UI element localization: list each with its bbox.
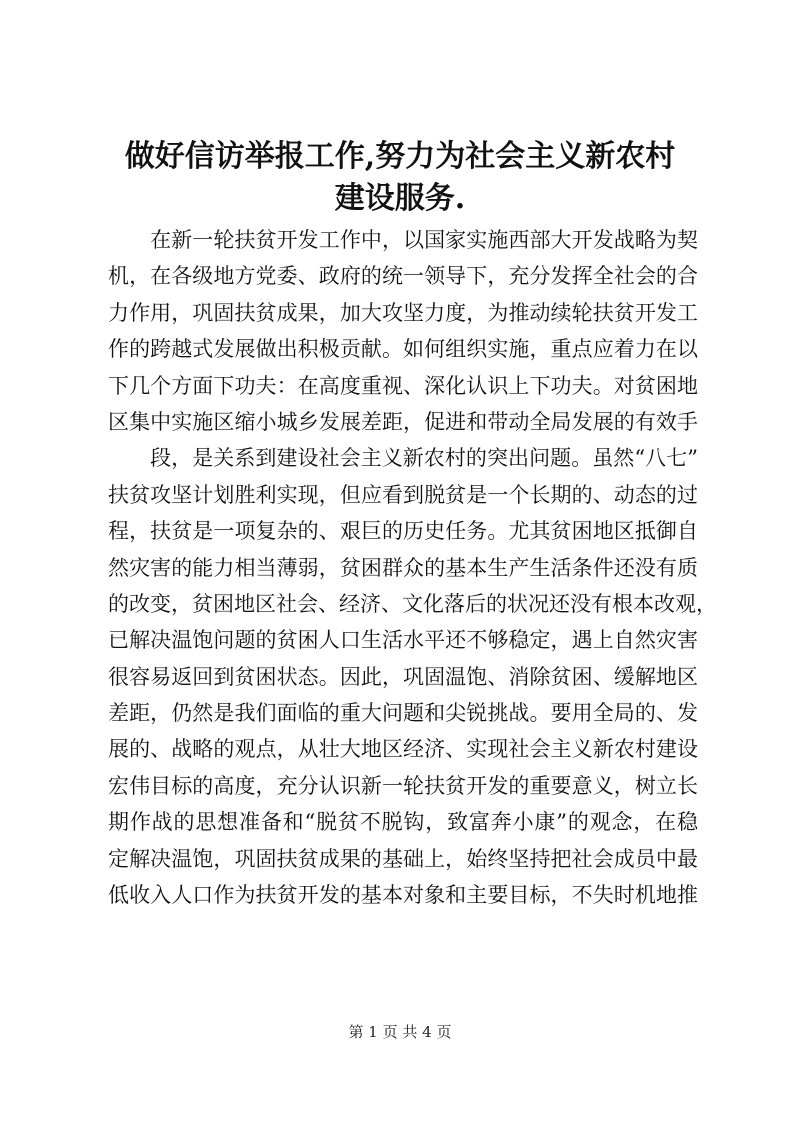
body-line: 在新一轮扶贫开发工作中，以国家实施西部大开发战略为契 <box>108 228 698 252</box>
body-line: 力作用，巩固扶贫成果，加大攻坚力度，为推动续轮扶贫开发工 <box>108 300 698 325</box>
document-body <box>108 222 717 913</box>
body-line: 区集中实施区缩小城乡发展差距，促进和带动全局发展的有效手 <box>108 409 698 434</box>
body-line: 宏伟目标的高度，充分认识新一轮扶贫开发的重要意义，树立长 <box>108 773 698 798</box>
body-line: 然灾害的能力相当薄弱，贫困群众的基本生产生活条件还没有质 <box>108 555 698 580</box>
body-line: 期作战的思想准备和“脱贫不脱钩，致富奔小康”的观念，在稳 <box>108 810 698 835</box>
body-line: 扶贫攻坚计划胜利实现，但应看到脱贫是一个长期的、动态的过 <box>108 482 698 507</box>
body-line: 作的跨越式发展做出积极贡献。如何组织实施，重点应着力在以 <box>108 337 698 362</box>
body-line: 程，扶贫是一项复杂的、艰巨的历史任务。尤其贫困地区抵御自 <box>108 519 698 544</box>
body-line: 差距，仍然是我们面临的重大问题和尖锐挑战。要用全局的、发 <box>108 701 698 726</box>
document-title: 做好信访举报工作,努力为社会主义新农村建设服务. <box>124 139 676 216</box>
body-line: 低收入人口作为扶贫开发的基本对象和主要目标，不失时机地推 <box>108 883 698 908</box>
body-line: 下几个方面下功夫：在高度重视、深化认识上下功夫。对贫困地 <box>108 373 698 398</box>
body-line: 展的、战略的观点，从壮大地区经济、实现社会主义新农村建设 <box>108 737 698 762</box>
page-number-footer: 第 1 页 共 4 页 <box>348 1023 452 1041</box>
body-line: 段，是关系到建设社会主义新农村的突出问题。虽然“八七” <box>108 446 698 471</box>
body-line: 很容易返回到贫困状态。因此，巩固温饱、消除贫困、缓解地区 <box>108 664 698 689</box>
body-line: 已解决温饱问题的贫困人口生活水平还不够稳定，遇上自然灾害 <box>108 628 698 653</box>
body-line: 定解决温饱，巩固扶贫成果的基础上，始终坚持把社会成员中最 <box>108 846 698 871</box>
body-line: 的改变，贫困地区社会、经济、文化落后的状况还没有根本改观， <box>108 591 717 616</box>
body-line: 机，在各级地方党委、政府的统一领导下，充分发挥全社会的合 <box>108 264 698 289</box>
